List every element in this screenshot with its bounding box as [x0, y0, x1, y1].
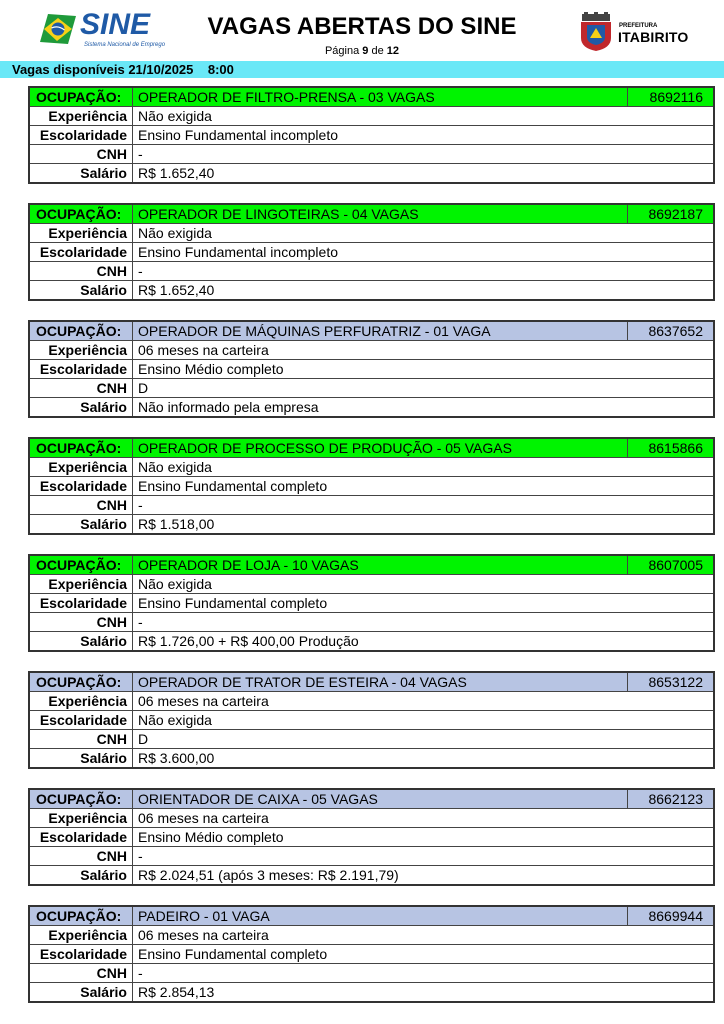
salario-row	[30, 865, 713, 884]
escolaridade-row	[30, 125, 713, 144]
salario-value: R$ 1.652,40	[138, 165, 215, 181]
ocupacao-label: OCUPAÇÃO:	[30, 322, 133, 340]
experiencia-row	[30, 808, 713, 827]
escolaridade-value: Ensino Fundamental incompleto	[138, 127, 339, 143]
job-title: OPERADOR DE PROCESSO DE PRODUÇÃO - 05 VAGAS	[138, 440, 512, 456]
experiencia-label: Experiência	[30, 458, 133, 476]
ocupacao-label: OCUPAÇÃO:	[30, 790, 133, 808]
salario-row	[30, 163, 713, 182]
job-title: OPERADOR DE LOJA - 10 VAGAS	[138, 557, 359, 573]
cnh-value: -	[138, 965, 143, 981]
ocupacao-label: OCUPAÇÃO:	[30, 673, 133, 691]
job-title: OPERADOR DE LINGOTEIRAS - 04 VAGAS	[138, 206, 419, 222]
cnh-label: CNH	[30, 145, 133, 163]
salario-row	[30, 514, 713, 533]
experiencia-row	[30, 574, 713, 593]
salario-label: Salário	[30, 749, 133, 767]
experiencia-label: Experiência	[30, 692, 133, 710]
salario-label: Salário	[30, 164, 133, 182]
job-code: 8637652	[627, 322, 713, 340]
salario-row	[30, 631, 713, 650]
job-header-row	[30, 907, 713, 925]
experiencia-row	[30, 925, 713, 944]
salario-value: R$ 2.854,13	[138, 984, 215, 1000]
escolaridade-row	[30, 476, 713, 495]
job-title: ORIENTADOR DE CAIXA - 05 VAGAS	[138, 791, 378, 807]
prefeitura-logo	[576, 12, 689, 52]
job-header-row	[30, 556, 713, 574]
salario-label: Salário	[30, 983, 133, 1001]
experiencia-value: 06 meses na carteira	[138, 693, 269, 709]
cnh-label: CNH	[30, 847, 133, 865]
cnh-row	[30, 144, 713, 163]
prefeitura-label: PREFEITURA	[619, 23, 658, 29]
cnh-value: -	[138, 497, 143, 513]
salario-value: Não informado pela empresa	[138, 399, 319, 415]
cnh-value: D	[138, 731, 149, 747]
city-crest-icon	[576, 12, 616, 52]
experiencia-label: Experiência	[30, 107, 133, 125]
escolaridade-row	[30, 242, 713, 261]
cnh-value: -	[138, 848, 143, 864]
job-title: OPERADOR DE TRATOR DE ESTEIRA - 04 VAGAS	[138, 674, 467, 690]
salario-row	[30, 280, 713, 299]
job-table	[28, 320, 715, 418]
job-table	[28, 86, 715, 184]
escolaridade-label: Escolaridade	[30, 711, 133, 729]
experiencia-value: Não exigida	[138, 225, 212, 241]
experiencia-label: Experiência	[30, 926, 133, 944]
job-code: 8669944	[627, 907, 713, 925]
escolaridade-value: Ensino Fundamental incompleto	[138, 244, 339, 260]
job-table	[28, 437, 715, 535]
experiencia-value: Não exigida	[138, 459, 212, 475]
experiencia-value: 06 meses na carteira	[138, 927, 269, 943]
escolaridade-value: Ensino Fundamental completo	[138, 595, 328, 611]
salario-label: Salário	[30, 398, 133, 416]
job-code: 8692187	[627, 205, 713, 223]
experiencia-label: Experiência	[30, 341, 133, 359]
cnh-row	[30, 378, 713, 397]
job-header-row	[30, 322, 713, 340]
cnh-row	[30, 846, 713, 865]
salario-label: Salário	[30, 515, 133, 533]
cnh-row	[30, 261, 713, 280]
cnh-row	[30, 495, 713, 514]
experiencia-value: 06 meses na carteira	[138, 810, 269, 826]
cnh-label: CNH	[30, 379, 133, 397]
job-header-row	[30, 439, 713, 457]
job-table	[28, 905, 715, 1003]
job-header-row	[30, 673, 713, 691]
cnh-value: -	[138, 146, 143, 162]
cnh-label: CNH	[30, 730, 133, 748]
sine-subtitle: Sistema Nacional de Emprego	[84, 42, 166, 48]
job-table	[28, 554, 715, 652]
experiencia-label: Experiência	[30, 224, 133, 242]
escolaridade-row	[30, 827, 713, 846]
escolaridade-value: Ensino Fundamental completo	[138, 946, 328, 962]
experiencia-value: 06 meses na carteira	[138, 342, 269, 358]
experiencia-row	[30, 691, 713, 710]
salario-row	[30, 748, 713, 767]
salario-label: Salário	[30, 866, 133, 884]
escolaridade-label: Escolaridade	[30, 360, 133, 378]
escolaridade-value: Ensino Fundamental completo	[138, 478, 328, 494]
experiencia-row	[30, 457, 713, 476]
escolaridade-row	[30, 359, 713, 378]
job-title: OPERADOR DE MÁQUINAS PERFURATRIZ - 01 VAGA	[138, 323, 491, 339]
escolaridade-row	[30, 593, 713, 612]
job-code: 8607005	[627, 556, 713, 574]
escolaridade-row	[30, 944, 713, 963]
job-header-row	[30, 205, 713, 223]
cnh-label: CNH	[30, 964, 133, 982]
page-number: Página 9 de 12	[324, 45, 400, 57]
experiencia-value: Não exigida	[138, 576, 212, 592]
cnh-label: CNH	[30, 262, 133, 280]
salario-label: Salário	[30, 281, 133, 299]
escolaridade-label: Escolaridade	[30, 828, 133, 846]
experiencia-value: Não exigida	[138, 108, 212, 124]
cnh-value: -	[138, 263, 143, 279]
experiencia-row	[30, 223, 713, 242]
salario-label: Salário	[30, 632, 133, 650]
escolaridade-label: Escolaridade	[30, 594, 133, 612]
escolaridade-label: Escolaridade	[30, 945, 133, 963]
job-table	[28, 788, 715, 886]
escolaridade-value: Ensino Médio completo	[138, 829, 284, 845]
job-table	[28, 671, 715, 769]
job-code: 8615866	[627, 439, 713, 457]
cnh-row	[30, 963, 713, 982]
ocupacao-label: OCUPAÇÃO:	[30, 556, 133, 574]
experiencia-row	[30, 340, 713, 359]
ocupacao-label: OCUPAÇÃO:	[30, 88, 133, 106]
salario-value: R$ 3.600,00	[138, 750, 215, 766]
job-table	[28, 203, 715, 301]
salario-value: R$ 1.518,00	[138, 516, 215, 532]
escolaridade-value: Não exigida	[138, 712, 212, 728]
cnh-value: -	[138, 614, 143, 630]
job-list	[28, 86, 715, 1022]
escolaridade-label: Escolaridade	[30, 243, 133, 261]
cnh-label: CNH	[30, 613, 133, 631]
job-code: 8653122	[627, 673, 713, 691]
job-title: PADEIRO - 01 VAGA	[138, 908, 270, 924]
cnh-value: D	[138, 380, 149, 396]
cnh-label: CNH	[30, 496, 133, 514]
job-code: 8692116	[627, 88, 713, 106]
escolaridade-label: Escolaridade	[30, 477, 133, 495]
job-header-row	[30, 790, 713, 808]
job-title: OPERADOR DE FILTRO-PRENSA - 03 VAGAS	[138, 89, 435, 105]
escolaridade-label: Escolaridade	[30, 126, 133, 144]
job-code: 8662123	[627, 790, 713, 808]
sine-wordmark: SINE	[80, 8, 151, 41]
job-header-row	[30, 88, 713, 106]
availability-date-bar: Vagas disponíveis 21/10/2025 8:00	[0, 61, 724, 78]
escolaridade-value: Ensino Médio completo	[138, 361, 284, 377]
page-header	[0, 0, 724, 62]
ocupacao-label: OCUPAÇÃO:	[30, 439, 133, 457]
experiencia-label: Experiência	[30, 575, 133, 593]
salario-row	[30, 982, 713, 1001]
ocupacao-label: OCUPAÇÃO:	[30, 907, 133, 925]
salario-row	[30, 397, 713, 416]
page-title: VAGAS ABERTAS DO SINE	[207, 13, 517, 40]
salario-value: R$ 1.652,40	[138, 282, 215, 298]
city-name: ITABIRITO	[618, 29, 689, 45]
salario-value: R$ 2.024,51 (após 3 meses: R$ 2.191,79)	[138, 867, 399, 883]
salario-value: R$ 1.726,00 + R$ 400,00 Produção	[138, 633, 359, 649]
cnh-row	[30, 612, 713, 631]
experiencia-label: Experiência	[30, 809, 133, 827]
experiencia-row	[30, 106, 713, 125]
cnh-row	[30, 729, 713, 748]
escolaridade-row	[30, 710, 713, 729]
ocupacao-label: OCUPAÇÃO:	[30, 205, 133, 223]
